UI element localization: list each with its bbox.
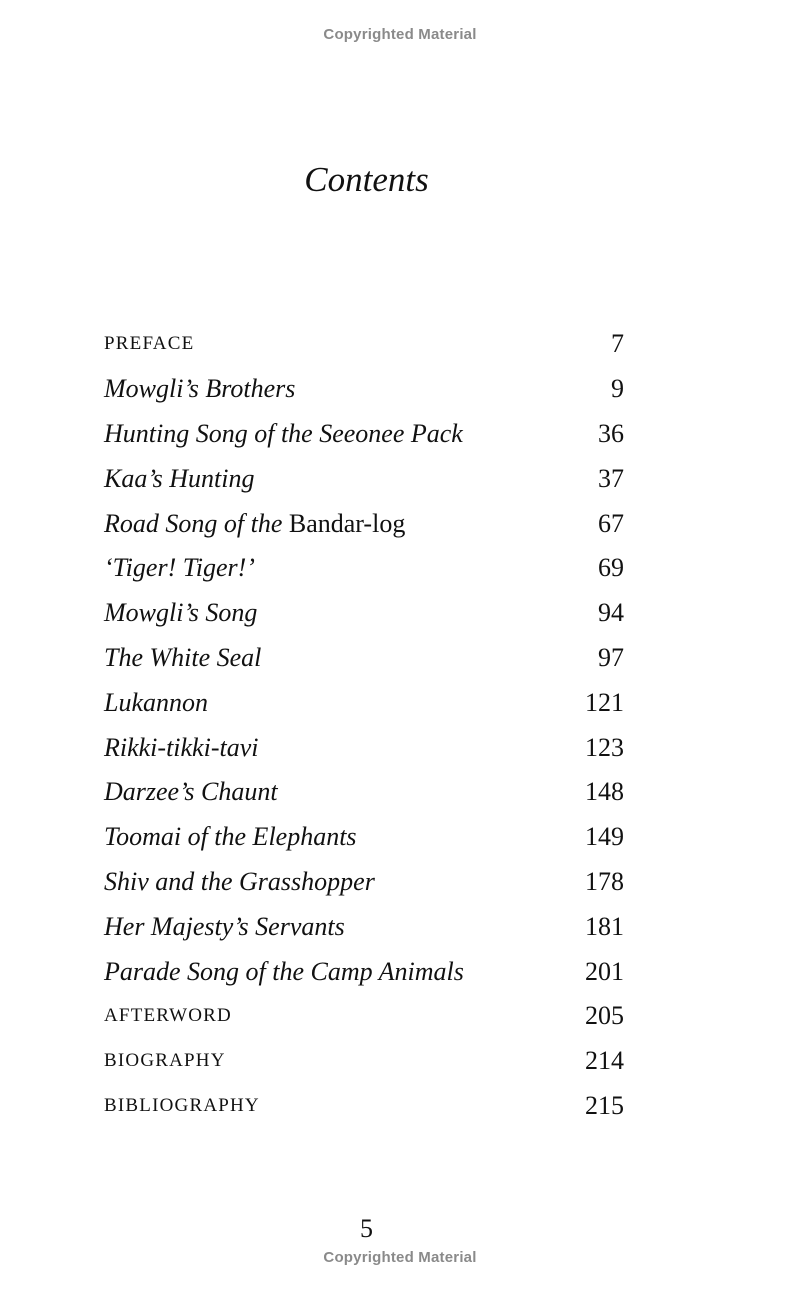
toc-entry-kaas-hunting xyxy=(104,456,624,501)
toc-entry-title: Lukannon xyxy=(104,687,208,717)
toc-entry-title: ‘Tiger! Tiger!’ xyxy=(104,553,255,583)
toc-page-number: 36 xyxy=(598,418,624,448)
toc-entry-title-italic: Road Song of the xyxy=(104,508,289,538)
page-number-folio: 5 xyxy=(360,1214,373,1243)
toc-entry-toomai xyxy=(104,815,624,860)
toc-entry-her-majestys-servants xyxy=(104,904,624,949)
toc-entry-shiv xyxy=(104,860,624,905)
toc-entry-title: Mowgli’s Brothers xyxy=(104,374,296,404)
toc-entry-preface xyxy=(104,322,624,367)
toc-page-number: 97 xyxy=(598,642,624,672)
toc-page-number: 178 xyxy=(585,866,624,896)
toc-entry-title: Hunting Song of the Seeonee Pack xyxy=(104,418,463,448)
toc-entry-title: AFTERWORD xyxy=(104,1005,232,1027)
toc-entry-title: Parade Song of the Camp Animals xyxy=(104,956,464,986)
toc-entry-title: Her Majesty’s Servants xyxy=(104,911,345,941)
toc-entry-title: BIBLIOGRAPHY xyxy=(104,1094,260,1116)
toc-page-number: 123 xyxy=(585,732,624,762)
toc-entry-title: Rikki-tikki-tavi xyxy=(104,732,259,762)
toc-entry-parade-song xyxy=(104,949,624,994)
toc-page-number: 201 xyxy=(585,956,624,986)
toc-entry-title: BIOGRAPHY xyxy=(104,1050,226,1072)
toc-entry-title: Kaa’s Hunting xyxy=(104,463,255,493)
toc-entry-white-seal xyxy=(104,636,624,681)
toc-entry-title xyxy=(104,509,405,539)
toc-page-number: 214 xyxy=(585,1046,624,1076)
page-title: Contents xyxy=(304,160,429,199)
toc-entry-title: Toomai of the Elephants xyxy=(104,822,357,852)
toc-page-number: 215 xyxy=(585,1090,624,1120)
toc-entry-bibliography xyxy=(104,1084,624,1129)
toc-page-number: 9 xyxy=(611,374,624,404)
toc-entry-title: Shiv and the Grasshopper xyxy=(104,866,375,896)
toc-entry-title: PREFACE xyxy=(104,333,195,355)
watermark-bottom: Copyrighted Material xyxy=(323,1249,477,1266)
toc-page-number: 181 xyxy=(585,911,624,941)
toc-entry-title-roman: Bandar-log xyxy=(288,508,406,538)
toc-page-number: 149 xyxy=(585,822,624,852)
table-of-contents xyxy=(104,322,624,1128)
toc-page-number: 94 xyxy=(598,598,624,628)
toc-entry-tiger-tiger xyxy=(104,546,624,591)
toc-entry-lukannon xyxy=(104,680,624,725)
toc-entry-mowglis-brothers xyxy=(104,367,624,412)
watermark-top: Copyrighted Material xyxy=(323,26,477,43)
toc-page-number: 205 xyxy=(585,1001,624,1031)
toc-entry-rikki-tikki-tavi xyxy=(104,725,624,770)
toc-entry-title: Mowgli’s Song xyxy=(104,598,258,628)
toc-page-number: 67 xyxy=(598,508,624,538)
toc-page-number: 37 xyxy=(598,463,624,493)
toc-page-number: 69 xyxy=(598,553,624,583)
toc-entry-biography xyxy=(104,1039,624,1084)
toc-page-number: 7 xyxy=(611,329,624,359)
toc-entry-mowglis-song xyxy=(104,591,624,636)
toc-page-number: 148 xyxy=(585,777,624,807)
toc-entry-hunting-song xyxy=(104,412,624,457)
toc-entry-title: Darzee’s Chaunt xyxy=(104,777,278,807)
toc-entry-road-song xyxy=(104,501,624,546)
toc-entry-title: The White Seal xyxy=(104,642,262,672)
toc-entry-afterword xyxy=(104,994,624,1039)
toc-page-number: 121 xyxy=(585,687,624,717)
toc-entry-darzees-chaunt xyxy=(104,770,624,815)
